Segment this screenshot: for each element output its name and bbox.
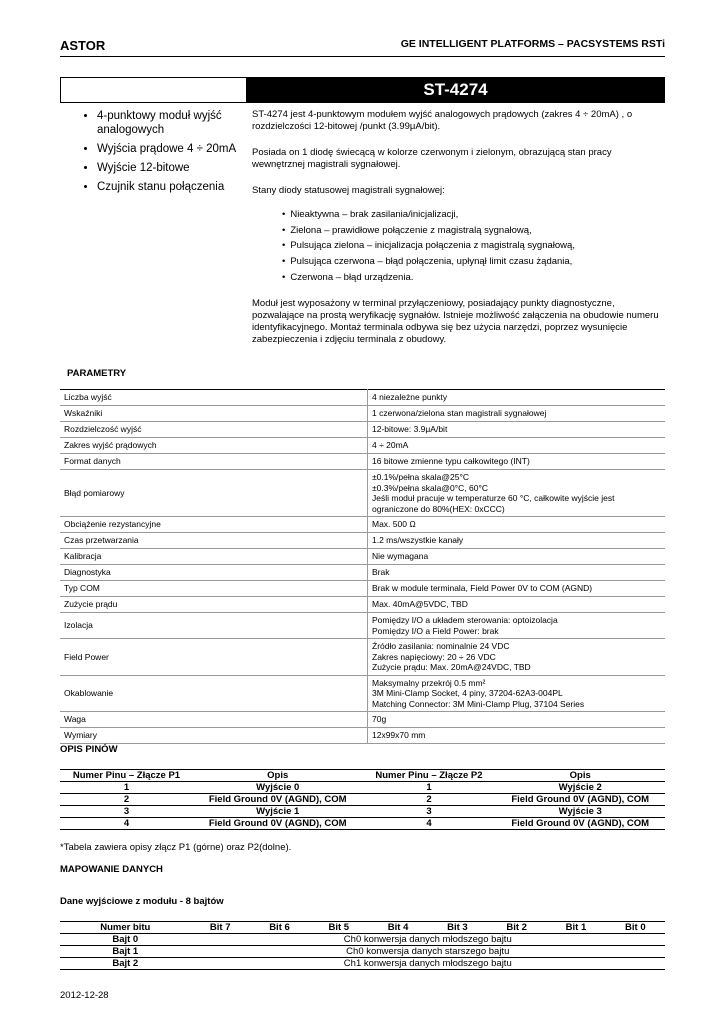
param-value-line: 3M Mini-Clamp Socket, 4 piny, 37204-62A3-004PL bbox=[372, 688, 563, 698]
param-value bbox=[368, 390, 666, 406]
param-value-line: Jeśli moduł pracuje w temperaturze 60 °C, całkowite wyjście jest ograniczone do 80%(HEX: 0xCCC) bbox=[372, 493, 615, 514]
param-value-line: ±0.3%/pełna skala@0°C, 60°C bbox=[372, 482, 489, 493]
param-name: Zakres wyjść prądowych bbox=[60, 438, 368, 454]
param-value-line: Brak bbox=[372, 567, 390, 578]
pins-cell: Field Ground 0V (AGND), COM bbox=[495, 794, 665, 806]
bit-map-table bbox=[60, 921, 665, 970]
param-name: Waga bbox=[60, 712, 368, 728]
params-row bbox=[60, 639, 665, 676]
param-value-line: 16 bitowe zmienne typu całkowitego (INT) bbox=[372, 456, 530, 467]
param-name: Field Power bbox=[60, 639, 368, 676]
bit-row bbox=[60, 946, 665, 958]
param-value bbox=[368, 581, 666, 597]
params-row bbox=[60, 565, 665, 581]
param-value bbox=[368, 454, 666, 470]
param-value bbox=[368, 639, 666, 676]
param-value bbox=[368, 438, 666, 454]
pins-table bbox=[60, 769, 665, 830]
params-row bbox=[60, 517, 665, 533]
params-row bbox=[60, 613, 665, 639]
pins-row bbox=[60, 782, 665, 794]
param-value-line: 12-bitowe: 3.9μA/bit bbox=[372, 424, 448, 435]
byte-label: Bajt 0 bbox=[60, 934, 191, 946]
param-value-line: Matching Connector: 3M Mini-Clamp Plug, 37104 Series bbox=[372, 698, 585, 709]
param-value-line: Max. 500 Ω bbox=[372, 519, 416, 530]
params-row bbox=[60, 438, 665, 454]
led-state: • Nieaktywna – brak zasilania/inicjalizacji, bbox=[292, 209, 662, 221]
bit-col-header: Bit 7 bbox=[191, 922, 250, 934]
pins-cell: Field Ground 0V (AGND), COM bbox=[495, 818, 665, 830]
params-heading: PARAMETRY bbox=[67, 368, 127, 379]
pins-row bbox=[60, 806, 665, 818]
param-value bbox=[368, 533, 666, 549]
params-row bbox=[60, 422, 665, 438]
pins-note: *Tabela zawiera opisy złącz P1 (górne) oraz P2(dolne). bbox=[60, 842, 292, 853]
params-row bbox=[60, 712, 665, 728]
param-value-line: Brak w module terminala, Field Power 0V to COM (AGND) bbox=[372, 583, 593, 594]
description-p1: ST-4274 jest 4-punktowym modułem wyjść analogowych prądowych (zakres 4 ÷ 20mA) , o rozdzielczości 12-bitowej /punkt (3.99μA/bit). bbox=[252, 109, 633, 132]
param-value-line: Zakres napięciowy: 20 ÷ 26 VDC bbox=[372, 651, 496, 662]
param-value-line: Źródło zasilania: nominalnie 24 VDC bbox=[372, 641, 510, 651]
param-value bbox=[368, 422, 666, 438]
bit-col-header: Bit 1 bbox=[546, 922, 605, 934]
param-value bbox=[368, 565, 666, 581]
footer-date: 2012-12-28 bbox=[60, 990, 109, 1001]
pins-cell: 3 bbox=[60, 806, 193, 818]
param-name: Diagnostyka bbox=[60, 565, 368, 581]
params-row bbox=[60, 675, 665, 712]
param-value-line: 1.2 ms/wszystkie kanały bbox=[372, 535, 464, 546]
bit-col-header: Bit 2 bbox=[487, 922, 546, 934]
param-value-line: Max. 40mA@5VDC, TBD bbox=[372, 599, 468, 610]
pins-col-header: Numer Pinu – Złącze P2 bbox=[362, 770, 495, 782]
byte-description: Ch0 konwersja danych starszego bajtu bbox=[191, 946, 665, 958]
header-divider bbox=[60, 56, 665, 57]
param-value-line: 1 czerwona/zielona stan magistrali sygnałowej bbox=[372, 408, 547, 419]
param-name: Wskaźniki bbox=[60, 406, 368, 422]
byte-description: Ch1 konwersja danych młodszego bajtu bbox=[191, 958, 665, 970]
param-name: Zużycie prądu bbox=[60, 597, 368, 613]
params-table bbox=[60, 389, 665, 744]
pins-cell: 1 bbox=[60, 782, 193, 794]
param-value-line: 12x99x70 mm bbox=[372, 730, 426, 741]
param-name: Rozdzielczość wyjść bbox=[60, 422, 368, 438]
pins-heading: OPIS PINÓW bbox=[60, 744, 118, 755]
description-p3: Stany diody statusowej magistrali sygnałowej: bbox=[252, 185, 445, 196]
param-name: Format danych bbox=[60, 454, 368, 470]
led-state: • Zielona – prawidłowe połączenie z magistralą sygnałową, bbox=[292, 225, 662, 237]
pins-col-header: Opis bbox=[495, 770, 665, 782]
pins-row bbox=[60, 818, 665, 830]
pins-cell: 2 bbox=[362, 794, 495, 806]
param-value bbox=[368, 712, 666, 728]
led-state: • Pulsująca czerwona – błąd połączenia, upłynął limit czasu żądania, bbox=[292, 256, 662, 268]
pins-cell: Wyjście 3 bbox=[495, 806, 665, 818]
byte-label: Bajt 2 bbox=[60, 958, 191, 970]
led-state: • Pulsująca zielona – inicjalizacja połączenia z magistralą sygnałową, bbox=[292, 240, 662, 252]
params-row bbox=[60, 470, 665, 517]
pins-row bbox=[60, 794, 665, 806]
feature-item: • Wyjścia prądowe 4 ÷ 20mA bbox=[97, 142, 257, 156]
byte-label: Bajt 1 bbox=[60, 946, 191, 958]
params-row bbox=[60, 549, 665, 565]
param-name: Czas przetwarzania bbox=[60, 533, 368, 549]
param-value-line: 4 niezależne punkty bbox=[372, 392, 448, 403]
feature-item: • Wyjście 12-bitowe bbox=[97, 161, 257, 175]
bit-col-header: Bit 4 bbox=[368, 922, 427, 934]
pins-cell: Wyjście 0 bbox=[193, 782, 363, 794]
pins-cell: 2 bbox=[60, 794, 193, 806]
param-name: Obciążenie rezystancyjne bbox=[60, 517, 368, 533]
param-value-line: Pomiędzy I/O a układem sterowania: optoizolacja bbox=[372, 615, 558, 625]
param-value bbox=[368, 406, 666, 422]
param-value-line: Nie wymagana bbox=[372, 551, 429, 562]
pins-col-header: Opis bbox=[193, 770, 363, 782]
param-name: Typ COM bbox=[60, 581, 368, 597]
params-row bbox=[60, 406, 665, 422]
params-row bbox=[60, 533, 665, 549]
param-name: Kalibracja bbox=[60, 549, 368, 565]
pins-cell: Field Ground 0V (AGND), COM bbox=[193, 794, 363, 806]
pins-col-header: Numer Pinu – Złącze P1 bbox=[60, 770, 193, 782]
params-row bbox=[60, 581, 665, 597]
description bbox=[252, 109, 662, 360]
pins-cell: 4 bbox=[60, 818, 193, 830]
param-name: Błąd pomiarowy bbox=[60, 470, 368, 517]
byte-description: Ch0 konwersja danych młodszego bajtu bbox=[191, 934, 665, 946]
pins-cell: 4 bbox=[362, 818, 495, 830]
bit-col-header: Bit 0 bbox=[606, 922, 665, 934]
mapping-subheading: Dane wyjściowe z modułu - 8 bajtów bbox=[60, 896, 224, 907]
param-name: Izolacja bbox=[60, 613, 368, 639]
mapping-heading: MAPOWANIE DANYCH bbox=[60, 864, 163, 875]
pins-cell: Wyjście 2 bbox=[495, 782, 665, 794]
params-row bbox=[60, 390, 665, 406]
params-row bbox=[60, 728, 665, 744]
led-state: • Czerwona – błąd urządzenia. bbox=[292, 272, 662, 284]
params-row bbox=[60, 454, 665, 470]
param-value bbox=[368, 613, 666, 639]
pins-cell: Wyjście 1 bbox=[193, 806, 363, 818]
led-state-list bbox=[252, 209, 662, 284]
bit-row bbox=[60, 958, 665, 970]
pins-cell: 1 bbox=[362, 782, 495, 794]
param-value-line: Maksymalny przekrój 0.5 mm² bbox=[372, 677, 486, 688]
param-name: Liczba wyjść bbox=[60, 390, 368, 406]
param-value bbox=[368, 728, 666, 744]
params-row bbox=[60, 597, 665, 613]
param-value bbox=[368, 675, 666, 712]
bit-row bbox=[60, 934, 665, 946]
feature-list bbox=[72, 109, 257, 199]
page-title: ST-4274 bbox=[246, 77, 665, 103]
pins-cell: 3 bbox=[362, 806, 495, 818]
description-p2: Posiada on 1 diodę świecącą w kolorze czerwonym i zielonym, obrazującą stan pracy wewnętrznej magistrali sygnałowej. bbox=[252, 147, 612, 170]
param-name: Okablowanie bbox=[60, 675, 368, 712]
param-value-line: 4 ÷ 20mA bbox=[372, 440, 409, 451]
param-value-line: ±0.1%/pełna skala@25°C bbox=[372, 472, 470, 482]
param-value bbox=[368, 470, 666, 517]
param-value-line: Zużycie prądu: Max. 20mA@24VDC, TBD bbox=[372, 662, 531, 672]
feature-item: • 4-punktowy moduł wyjść analogowych bbox=[97, 109, 257, 137]
pins-cell: Field Ground 0V (AGND), COM bbox=[193, 818, 363, 830]
feature-item: • Czujnik stanu połączenia bbox=[97, 180, 257, 194]
param-value bbox=[368, 597, 666, 613]
bit-col-header: Numer bitu bbox=[60, 922, 191, 934]
description-p4: Moduł jest wyposażony w terminal przyłączeniowy, posiadający punkty diagnostyczne, pozwalające na prostą weryfikację sygnałów. Istnieje możliwość załączenia na obudowie numeru identyfikacyjnego. Montaż terminala odbywa się bez użycia narzędzi, poprzez wysunięcie zabezpieczenia i zdjęciu terminala z obudowy. bbox=[252, 297, 659, 345]
bit-col-header: Bit 3 bbox=[428, 922, 487, 934]
header-left: ASTOR bbox=[60, 38, 106, 53]
param-value-line: 70g bbox=[372, 714, 387, 725]
param-value bbox=[368, 549, 666, 565]
bit-col-header: Bit 5 bbox=[309, 922, 368, 934]
param-value-line: Pomiędzy I/O a Field Power: brak bbox=[372, 625, 499, 636]
header-right: GE INTELLIGENT PLATFORMS – PACSYSTEMS RSTi bbox=[400, 38, 665, 50]
param-name: Wymiary bbox=[60, 728, 368, 744]
param-value bbox=[368, 517, 666, 533]
bit-col-header: Bit 6 bbox=[250, 922, 309, 934]
